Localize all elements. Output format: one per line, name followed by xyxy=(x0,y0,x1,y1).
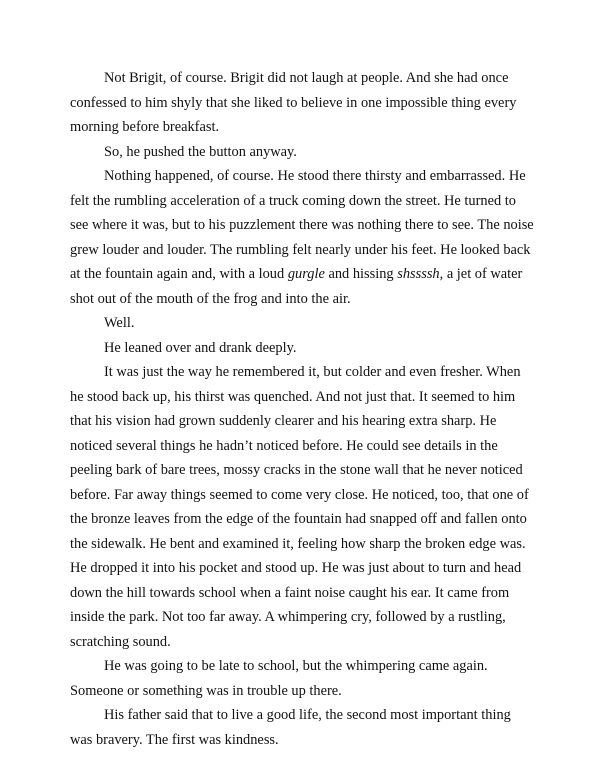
italic-word-gurgle: gurgle xyxy=(287,266,325,282)
paragraph-text: and hissing xyxy=(324,266,398,282)
paragraph-text: Not Brigit, of course. Brigit did not laugh at people. And she had once confessed to him shyly that she liked to believe in one impossible thing every morning before breakfast. xyxy=(70,70,517,135)
document-page xyxy=(70,66,536,752)
paragraph xyxy=(70,140,536,165)
paragraph-text: His father said that to live a good life, the second most important thing was bravery. The first was kindness. xyxy=(70,707,511,748)
paragraph-text: Nothing happened, of course. He stood there thirsty and embarrassed. He felt the rumbling acceleration of a truck coming down the street. He turned to see where it was, but to his puzzlement there was nothing there to see. The noise grew louder and louder. The rumbling felt nearly under his feet. He looked back at the fountain again and, with a loud xyxy=(70,168,534,282)
paragraph-text: Well. xyxy=(104,315,135,331)
paragraph xyxy=(70,66,536,140)
paragraph-text: He was going to be late to school, but the whimpering came again. Someone or something was in trouble up there. xyxy=(70,658,488,699)
paragraph-text: , a jet of water shot out of the mouth of the frog and into the air. xyxy=(70,266,523,307)
paragraph xyxy=(70,311,536,336)
paragraph xyxy=(70,360,536,654)
paragraph xyxy=(70,654,536,703)
paragraph xyxy=(70,164,536,311)
paragraph-text: It was just the way he remembered it, but colder and even fresher. When he stood back up, his thirst was quenched. And not just that. It seemed to him that his vision had grown suddenly clearer and his hearing extra sharp. He noticed several things he hadn’t noticed before. He could see details in the peeling bark of bare trees, mossy cracks in the stone wall that he never noticed before. Far away things seemed to come very close. He noticed, too, that one of the bronze leaves from the edge of the fountain had snapped off and fallen onto the sidewalk. He bent and examined it, feeling how sharp the broken edge was. He dropped it into his pocket and stood up. He was just about to turn and head down the hill towards school when a faint noise caught his ear. It came from inside the park. Not too far away. A whimpering cry, followed by a rustling, scratching sound. xyxy=(70,364,529,650)
paragraph xyxy=(70,703,536,752)
italic-word-shssssh: shssssh xyxy=(397,266,440,282)
paragraph-text: He leaned over and drank deeply. xyxy=(104,339,297,356)
paragraph-text: So, he pushed the button anyway. xyxy=(104,143,297,160)
paragraph xyxy=(70,336,536,361)
